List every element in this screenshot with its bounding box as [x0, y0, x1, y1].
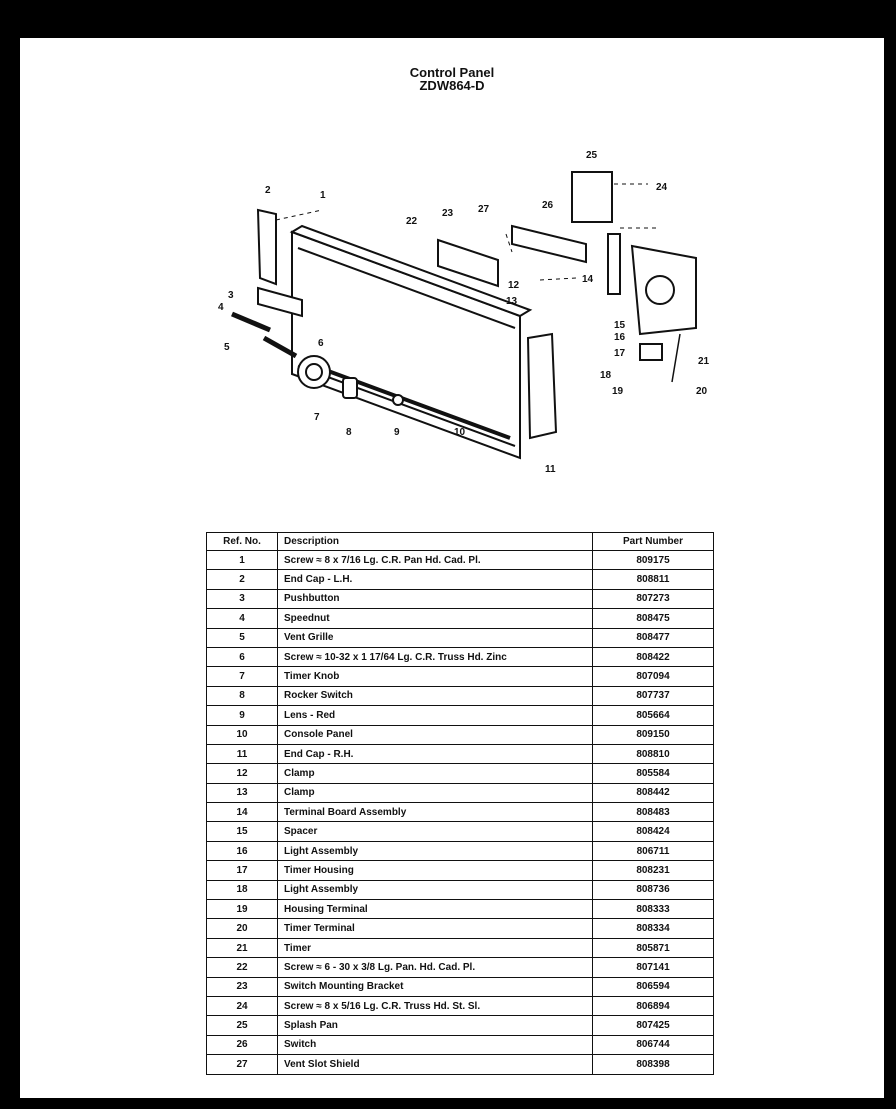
description-cell: Timer Housing: [278, 861, 593, 880]
table-row: [207, 880, 714, 899]
ref-cell: 22: [207, 958, 278, 977]
switch-drawing: [512, 226, 586, 262]
table-row: [207, 628, 714, 647]
description-cell: Splash Pan: [278, 1016, 593, 1035]
description-cell: Screw ≈ 6 - 30 x 3/8 Lg. Pan. Hd. Cad. Pl.: [278, 958, 593, 977]
table-row: [207, 822, 714, 841]
table-row: [207, 938, 714, 957]
part-number-cell: 808736: [593, 880, 714, 899]
model-number: ZDW864-D: [419, 78, 485, 93]
callout-27: 27: [478, 204, 490, 215]
ref-cell: 11: [207, 744, 278, 763]
table-row: [207, 764, 714, 783]
part-number-cell: 808334: [593, 919, 714, 938]
callout-9: 9: [394, 427, 400, 438]
part-number-cell: 806894: [593, 996, 714, 1015]
table-row: [207, 667, 714, 686]
table-row: [207, 570, 714, 589]
callout-4: 4: [218, 302, 224, 313]
callout-16: 16: [614, 332, 626, 343]
ref-cell: 12: [207, 764, 278, 783]
description-cell: Clamp: [278, 783, 593, 802]
callout-2: 2: [265, 185, 271, 196]
table-row: [207, 725, 714, 744]
callout-6: 6: [318, 338, 324, 349]
description-cell: Switch: [278, 1035, 593, 1054]
description-cell: Console Panel: [278, 725, 593, 744]
table-row: [207, 551, 714, 570]
ref-cell: 18: [207, 880, 278, 899]
part-number-cell: 808422: [593, 647, 714, 666]
callout-8: 8: [346, 427, 352, 438]
part-number-cell: 808398: [593, 1055, 714, 1074]
callout-20: 20: [696, 386, 708, 397]
end-cap-lh-drawing: [258, 210, 276, 284]
part-number-cell: 806594: [593, 977, 714, 996]
ref-cell: 6: [207, 647, 278, 666]
part-number-cell: 809150: [593, 725, 714, 744]
description-cell: Housing Terminal: [278, 900, 593, 919]
part-number-cell: 808333: [593, 900, 714, 919]
ref-cell: 16: [207, 841, 278, 860]
ref-cell: 24: [207, 996, 278, 1015]
ref-cell: 13: [207, 783, 278, 802]
ref-cell: 26: [207, 1035, 278, 1054]
callout-24: 24: [656, 182, 668, 193]
description-cell: Vent Slot Shield: [278, 1055, 593, 1074]
part-number-cell: 808442: [593, 783, 714, 802]
ref-cell: 9: [207, 706, 278, 725]
terminal-board-drawing: [608, 234, 620, 294]
callout-18: 18: [600, 370, 612, 381]
part-number-cell: 808231: [593, 861, 714, 880]
part-number-cell: 808483: [593, 803, 714, 822]
timer-drawing: [632, 246, 696, 334]
part-number-cell: 805664: [593, 706, 714, 725]
callout-26: 26: [542, 200, 554, 211]
part-number-cell: 808810: [593, 744, 714, 763]
part-number-cell: 807141: [593, 958, 714, 977]
description-cell: Timer Knob: [278, 667, 593, 686]
table-row: [207, 783, 714, 802]
callout-21: 21: [698, 356, 710, 367]
callout-12: 12: [508, 280, 520, 291]
rocker-switch-drawing: [343, 378, 357, 398]
callout-7: 7: [314, 412, 320, 423]
ref-cell: 2: [207, 570, 278, 589]
description-cell: Light Assembly: [278, 880, 593, 899]
callout-5: 5: [224, 342, 230, 353]
part-number-cell: 808477: [593, 628, 714, 647]
table-row: [207, 706, 714, 725]
ref-cell: 10: [207, 725, 278, 744]
callout-1: 1: [320, 190, 326, 201]
part-number-cell: 805584: [593, 764, 714, 783]
table-row: [207, 1035, 714, 1054]
table-header-row: [207, 533, 714, 551]
ref-cell: 8: [207, 686, 278, 705]
description-cell: Switch Mounting Bracket: [278, 977, 593, 996]
table-row: [207, 686, 714, 705]
parts-page: [20, 38, 884, 1098]
header-description: Description: [278, 533, 593, 551]
table-row: [207, 919, 714, 938]
callout-25: 25: [586, 150, 598, 161]
table-row: [207, 841, 714, 860]
part-number-cell: 808811: [593, 570, 714, 589]
callout-15: 15: [614, 320, 626, 331]
description-cell: Rocker Switch: [278, 686, 593, 705]
splash-pan-drawing: [572, 172, 612, 222]
ref-cell: 5: [207, 628, 278, 647]
part-number-cell: 806711: [593, 841, 714, 860]
callout-10: 10: [454, 427, 466, 438]
callout-19: 19: [612, 386, 624, 397]
description-cell: Light Assembly: [278, 841, 593, 860]
table-row: [207, 996, 714, 1015]
callout-3: 3: [228, 290, 234, 301]
lens-drawing: [393, 395, 403, 405]
description-cell: Timer Terminal: [278, 919, 593, 938]
ref-cell: 7: [207, 667, 278, 686]
description-cell: Timer: [278, 938, 593, 957]
table-row: [207, 977, 714, 996]
ref-cell: 23: [207, 977, 278, 996]
timer-knob-drawing: [298, 356, 330, 388]
description-cell: Pushbutton: [278, 589, 593, 608]
parts-table: [206, 532, 714, 1075]
table-row: [207, 744, 714, 763]
callout-22: 22: [406, 216, 418, 227]
ref-cell: 27: [207, 1055, 278, 1074]
description-cell: End Cap - R.H.: [278, 744, 593, 763]
table-row: [207, 647, 714, 666]
part-number-cell: 808424: [593, 822, 714, 841]
timer-housing-drawing: [640, 344, 662, 360]
header-ref-no: Ref. No.: [207, 533, 278, 551]
description-cell: Screw ≈ 10-32 x 1 17/64 Lg. C.R. Truss Hd. Zinc: [278, 647, 593, 666]
callout-17: 17: [614, 348, 626, 359]
exploded-parts-diagram: [20, 38, 884, 508]
description-cell: Speednut: [278, 609, 593, 628]
part-number-cell: 807737: [593, 686, 714, 705]
description-cell: Vent Grille: [278, 628, 593, 647]
callout-13: 13: [506, 296, 518, 307]
part-number-cell: 808475: [593, 609, 714, 628]
ref-cell: 4: [207, 609, 278, 628]
page-title: Control Panel: [409, 65, 495, 80]
description-cell: Screw ≈ 8 x 7/16 Lg. C.R. Pan Hd. Cad. Pl.: [278, 551, 593, 570]
callout-23: 23: [442, 208, 454, 219]
table-row: [207, 803, 714, 822]
end-cap-rh-drawing: [528, 334, 556, 438]
description-cell: Clamp: [278, 764, 593, 783]
table-row: [207, 1055, 714, 1074]
ref-cell: 15: [207, 822, 278, 841]
header-part-number: Part Number: [593, 533, 714, 551]
description-cell: Screw ≈ 8 x 5/16 Lg. C.R. Truss Hd. St. Sl.: [278, 996, 593, 1015]
ref-cell: 19: [207, 900, 278, 919]
description-cell: End Cap - L.H.: [278, 570, 593, 589]
part-number-cell: 805871: [593, 938, 714, 957]
part-number-cell: 807273: [593, 589, 714, 608]
description-cell: Terminal Board Assembly: [278, 803, 593, 822]
part-number-cell: 807094: [593, 667, 714, 686]
part-number-cell: 809175: [593, 551, 714, 570]
part-number-cell: 807425: [593, 1016, 714, 1035]
table-row: [207, 861, 714, 880]
table-row: [207, 589, 714, 608]
table-row: [207, 958, 714, 977]
table-row: [207, 609, 714, 628]
ref-cell: 17: [207, 861, 278, 880]
ref-cell: 20: [207, 919, 278, 938]
ref-cell: 21: [207, 938, 278, 957]
description-cell: Lens - Red: [278, 706, 593, 725]
ref-cell: 14: [207, 803, 278, 822]
ref-cell: 25: [207, 1016, 278, 1035]
description-cell: Spacer: [278, 822, 593, 841]
vent-grille-drawing: [232, 314, 270, 330]
table-row: [207, 900, 714, 919]
part-number-cell: 806744: [593, 1035, 714, 1054]
ref-cell: 1: [207, 551, 278, 570]
callout-11: 11: [545, 464, 556, 475]
table-row: [207, 1016, 714, 1035]
callout-14: 14: [582, 274, 594, 285]
ref-cell: 3: [207, 589, 278, 608]
